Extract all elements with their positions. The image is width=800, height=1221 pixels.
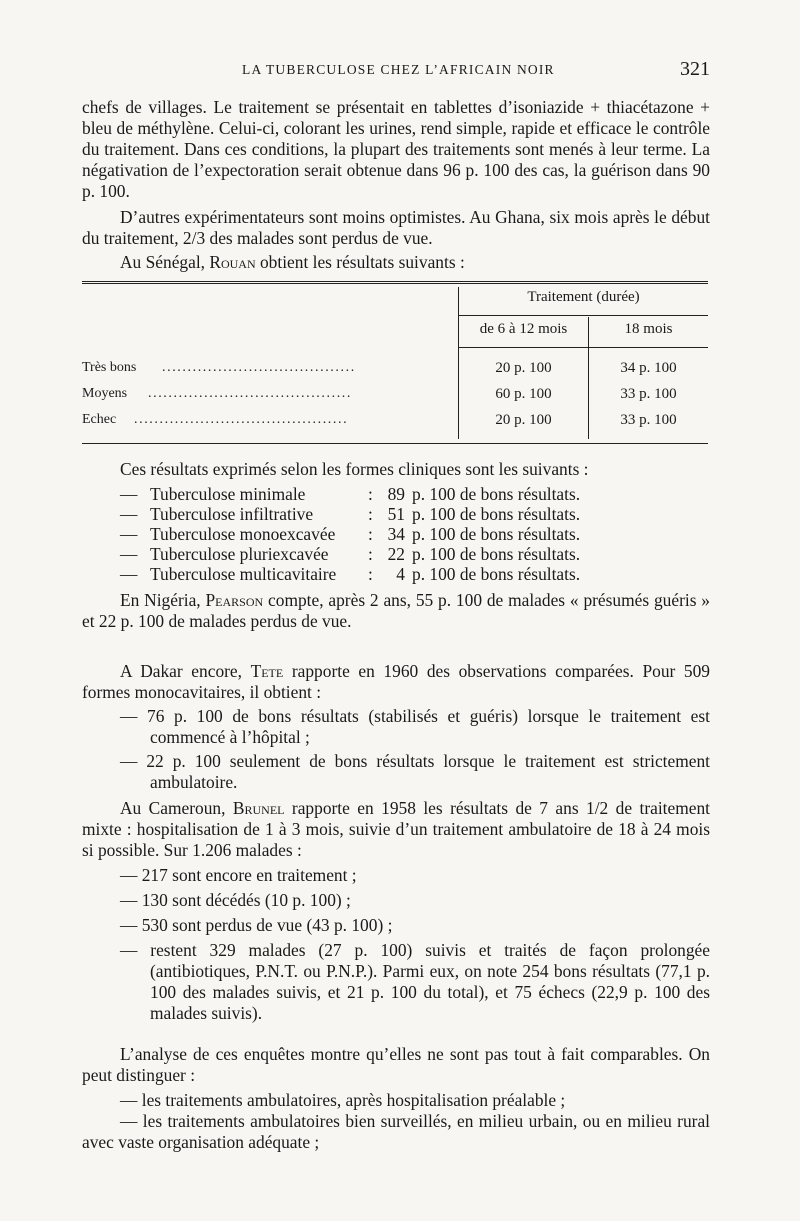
author-pearson: Pearson <box>205 590 264 610</box>
table-col1-header: de 6 à 12 mois <box>479 321 568 337</box>
list-item: — les traitements ambulatoires bien surveillés, en milieu urbain, ou en milieu rural avec vaste organisation adéquate ; <box>82 1111 710 1152</box>
clinical-intro-block <box>82 459 710 480</box>
row-leader-dots: ........................................ <box>148 386 352 401</box>
list-item: — Tuberculose pluriexcavée : 22 p. 100 de bons résultats. <box>120 544 581 564</box>
list-item: — les traitements ambulatoires, après hospitalisation préalable ; <box>120 1090 566 1110</box>
list-item: — Tuberculose multicavitaire : 4 p. 100 de bons résultats. <box>120 564 581 584</box>
analyse-block <box>82 1044 710 1153</box>
paragraph-ghana: D’autres expérimentateurs sont moins optimistes. Au Ghana, six mois après le début du traitement, 2/3 des malades sont perdus de vue. <box>82 207 710 248</box>
clinical-form: Tuberculose pluriexcavée <box>150 544 329 564</box>
row-value-col1: 60 p. 100 <box>495 386 552 402</box>
cameroun-block <box>82 798 710 1024</box>
list-item: — Tuberculose monoexcavée : 34 p. 100 de bons résultats. <box>120 524 581 544</box>
results-table <box>82 281 708 446</box>
author-tete: Tete <box>250 661 284 681</box>
table-header-rule <box>459 347 708 348</box>
list-item: — restent 329 malades (27 p. 100) suivis et traités de façon prolongée (antibiotiques, P.N.T. ou P.N.P.). Parmi eux, on note 254 bons résultats (77,1 p. 100 des malades suivis, et 21 p. 100 du total), et 75 échecs (22,9 p. 100 des malades suivis). <box>120 940 710 1023</box>
clinical-form: Tuberculose monoexcavée <box>150 524 336 544</box>
running-title: LA TUBERCULOSE CHEZ L’AFRICAIN NOIR <box>242 62 555 77</box>
list-item: — 217 sont encore en traitement ; <box>120 865 357 885</box>
nigeria-block <box>82 590 710 632</box>
list-item: — 130 sont décédés (10 p. 100) ; <box>120 890 351 910</box>
paragraph-senegal: Au Sénégal, Rouan obtient les résultats suivants : <box>120 252 465 272</box>
list-item: — 76 p. 100 de bons résultats (stabilisés et guéris) lorsque le traitement est commencé à l’hôpital ; <box>120 706 710 747</box>
clinical-intro: Ces résultats exprimés selon les formes cliniques sont les suivants : <box>120 459 589 479</box>
clinical-form: Tuberculose multicavitaire <box>150 564 337 584</box>
list-item: — 22 p. 100 seulement de bons résultats lorsque le traitement est strictement ambulatoire. <box>120 751 710 792</box>
list-item: — Tuberculose minimale : 89 p. 100 de bons résultats. <box>120 484 581 504</box>
intro-text <box>82 97 710 273</box>
clinical-percent: 51 <box>387 504 405 524</box>
paragraph-cameroun: Au Cameroun, Brunel rapporte en 1958 les résultats de 7 ans 1/2 de traitement mixte : hospitalisation de 1 à 3 mois, suivie d’un traitement ambulatoire de 18 à 24 mois si possible. Sur 1.206 malades : <box>82 798 710 860</box>
clinical-forms-list <box>120 484 720 584</box>
paragraph-analyse: L’analyse de ces enquêtes montre qu’elles ne sont pas tout à fait comparables. On peut distinguer : <box>82 1044 710 1085</box>
author-brunel: Brunel <box>232 798 285 818</box>
clinical-percent: 4 <box>396 564 405 584</box>
author-rouan: Rouan <box>209 252 256 272</box>
clinical-percent: 22 <box>387 544 405 564</box>
page-header <box>82 60 710 84</box>
clinical-percent: 89 <box>387 484 405 504</box>
row-value-col2: 34 p. 100 <box>620 360 677 376</box>
clinical-form: Tuberculose infiltrative <box>150 504 314 524</box>
table-group-header: Traitement (durée) <box>527 289 640 305</box>
clinical-percent: 34 <box>387 524 405 544</box>
row-value-col1: 20 p. 100 <box>495 412 552 428</box>
paragraph-dakar: A Dakar encore, Tete rapporte en 1960 des observations comparées. Pour 509 formes monocavitaires, il obtient : <box>82 661 710 702</box>
row-label: Moyens <box>82 386 128 401</box>
table-col2-header: 18 mois <box>624 321 673 337</box>
list-item: — 530 sont perdus de vue (43 p. 100) ; <box>120 915 393 935</box>
row-leader-dots: .......................................... <box>134 412 349 427</box>
list-item: — Tuberculose infiltrative : 51 p. 100 de bons résultats. <box>120 504 581 524</box>
table-bottom-rule <box>82 443 708 444</box>
row-label: Echec <box>82 412 117 427</box>
row-value-col2: 33 p. 100 <box>620 412 677 428</box>
row-label: Très bons <box>82 360 137 375</box>
row-leader-dots: ...................................... <box>162 360 356 375</box>
dakar-block <box>82 661 710 793</box>
clinical-form: Tuberculose minimale <box>150 484 306 504</box>
page-number: 321 <box>680 58 710 80</box>
row-value-col2: 33 p. 100 <box>620 386 677 402</box>
table-subheader-rule <box>459 315 708 316</box>
paragraph-nigeria: En Nigéria, Pearson compte, après 2 ans, 55 p. 100 de malades « présumés guéris » et 22 p. 100 de malades perdus de vue. <box>82 590 710 631</box>
row-value-col1: 20 p. 100 <box>495 360 552 376</box>
table-top-rule <box>82 281 708 284</box>
paragraph-chefs-villages: chefs de villages. Le traitement se présentait en tablettes d’isoniazide + thiacétazone + bleu de méthylène. Celui-ci, colorant les urines, rend simple, rapide et efficace le contrôle du traitement. Dans ces conditions, la plupart des traitements sont menés à leur terme. La négativation de l’expectoration serait obtenue dans 96 p. 100 des cas, la guérison dans 90 p. 100. <box>82 97 710 201</box>
